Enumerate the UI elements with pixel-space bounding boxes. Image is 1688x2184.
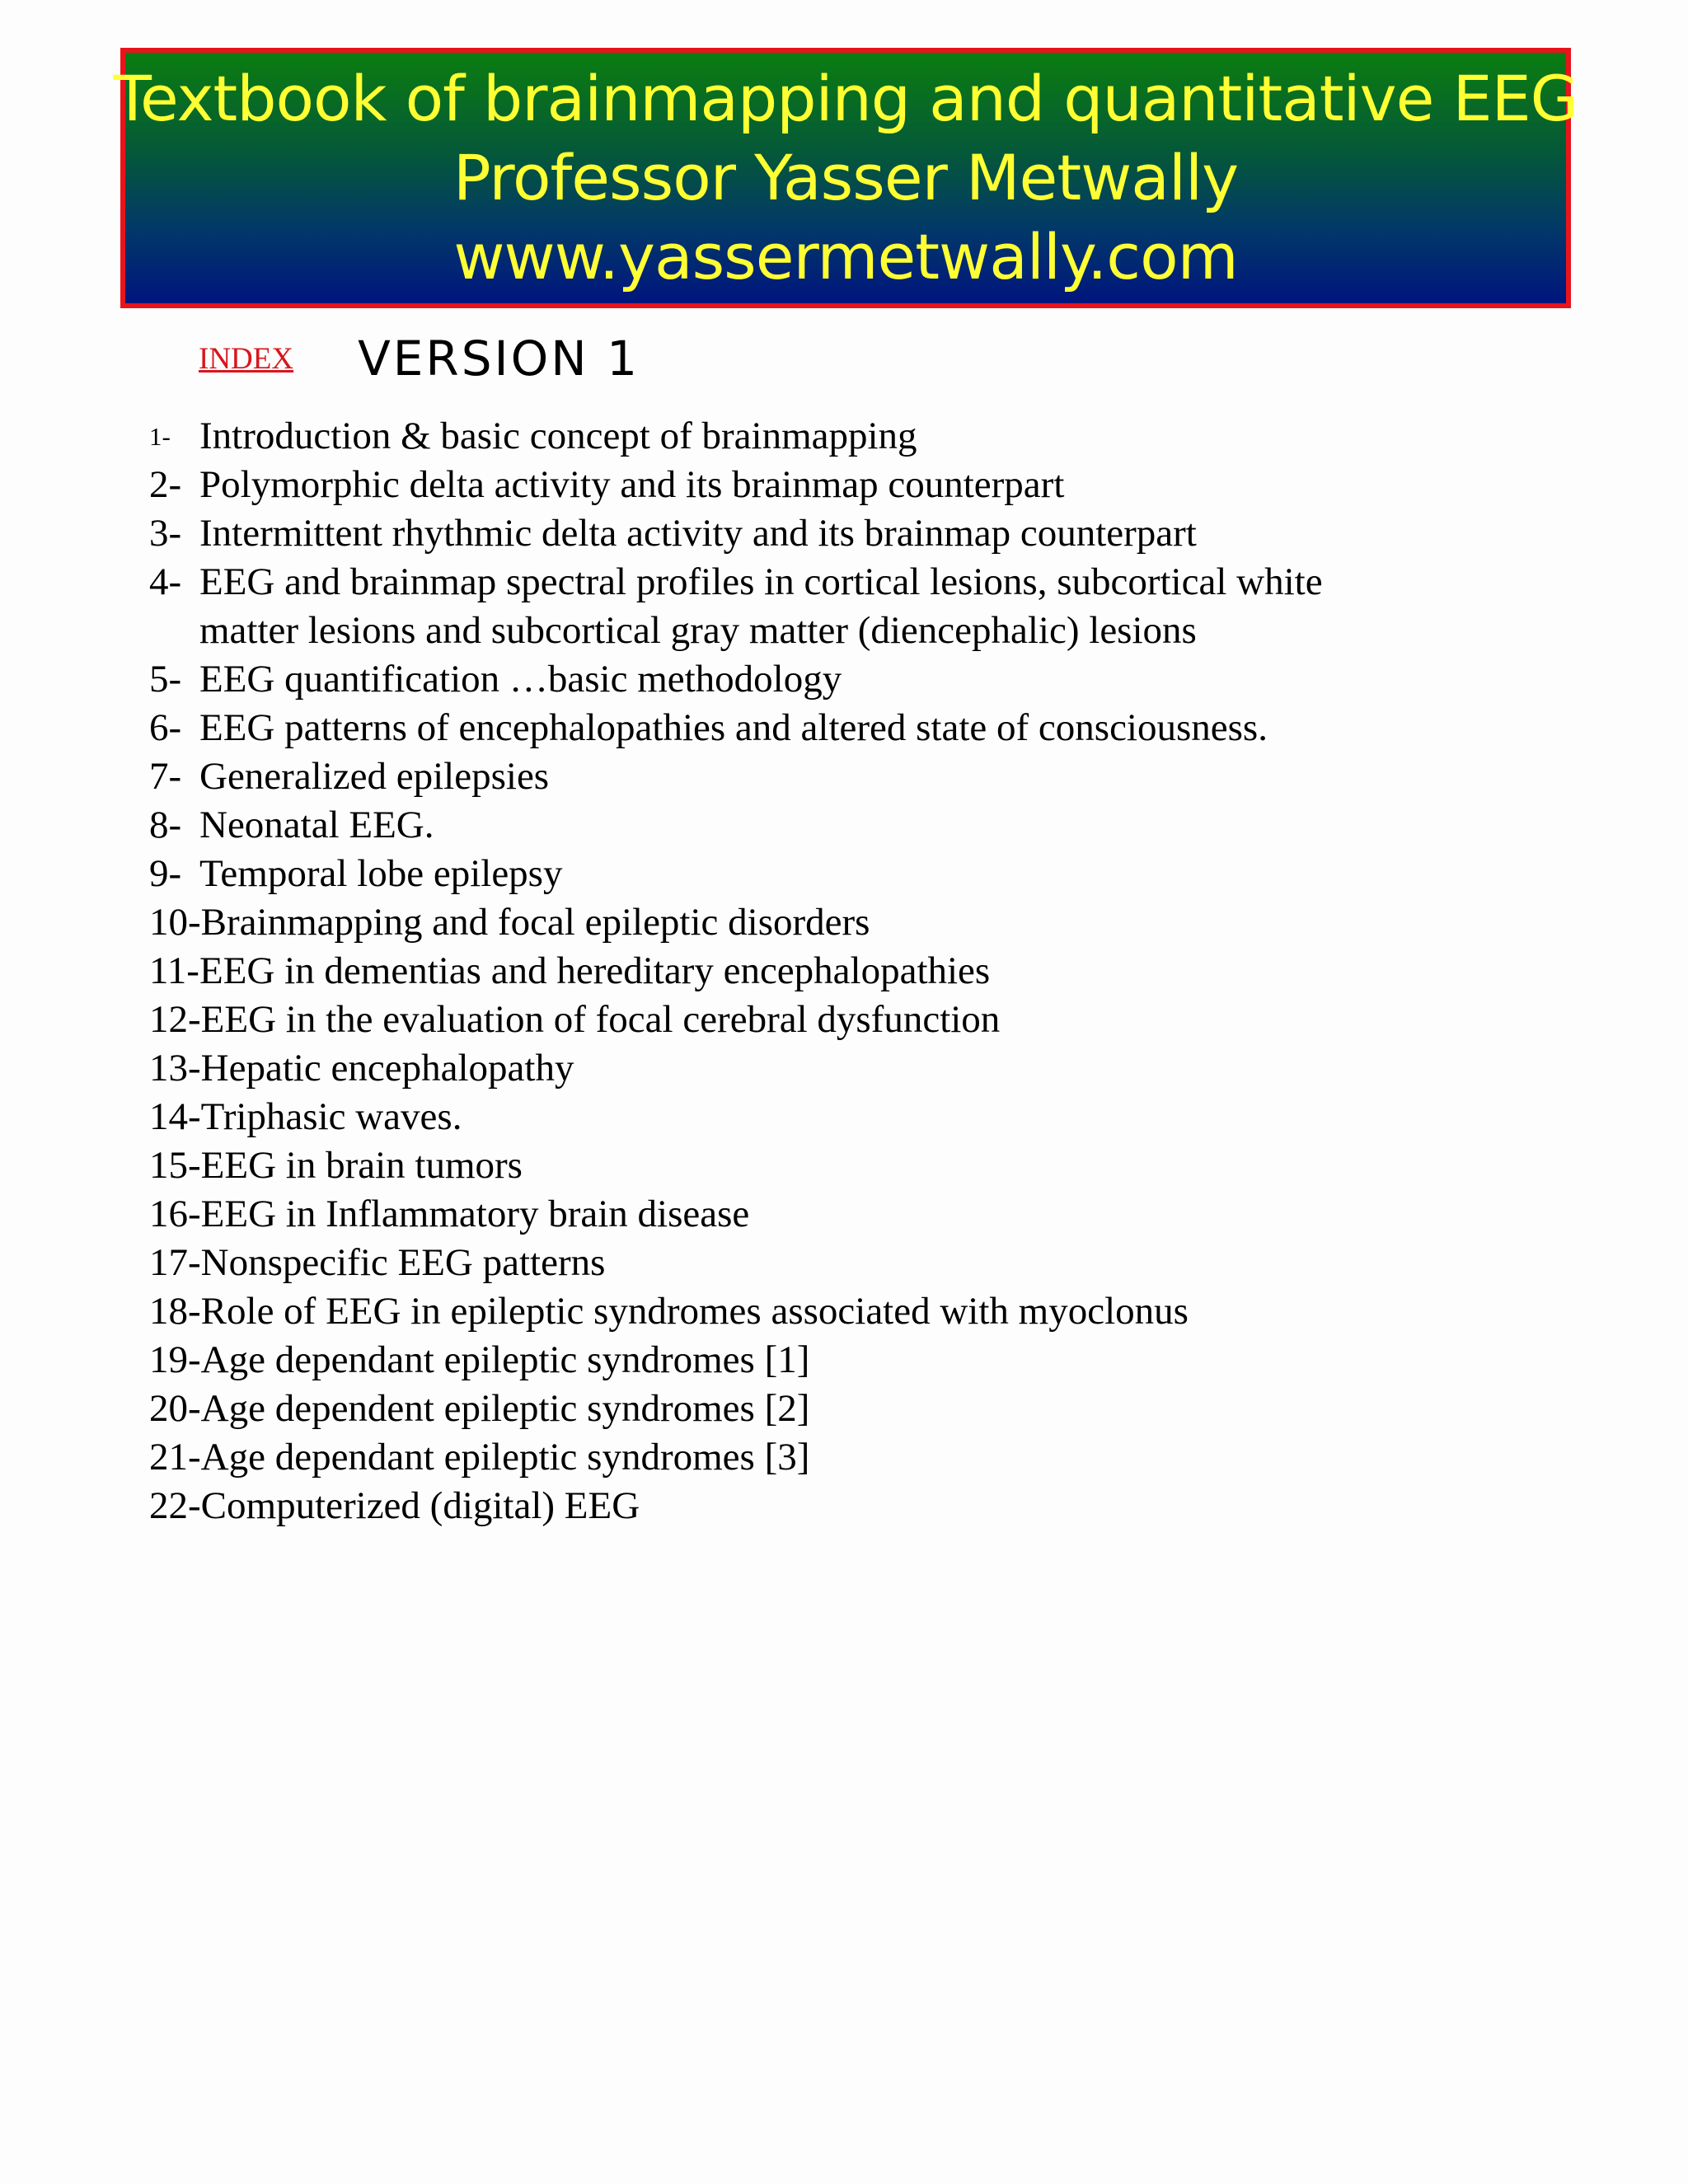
toc-item[interactable]	[149, 850, 1323, 898]
toc-item[interactable]	[149, 1287, 1323, 1336]
toc-item[interactable]	[149, 752, 1323, 801]
toc-item[interactable]	[149, 1385, 1323, 1433]
toc-item-title: Age dependant epileptic syndromes [1]	[200, 1338, 810, 1381]
toc-item-title: EEG and brainmap spectral profiles in cortical lesions, subcortical white	[199, 560, 1323, 603]
toc-item-title: Triphasic waves.	[200, 1095, 462, 1138]
toc-item[interactable]	[149, 655, 1323, 704]
toc-item-title: matter lesions and subcortical gray matter (diencephalic) lesions	[199, 609, 1197, 652]
version-label: VERSION 1	[358, 330, 640, 387]
toc-item-number: 3-	[149, 512, 182, 555]
toc-item[interactable]	[149, 509, 1323, 558]
toc-item-number: 5-	[149, 658, 182, 701]
toc-item[interactable]	[149, 412, 1323, 461]
index-row	[199, 326, 640, 391]
toc-item-title: Neonatal EEG.	[199, 804, 434, 846]
toc-item[interactable]	[149, 1044, 1323, 1093]
toc-item[interactable]	[149, 461, 1323, 509]
toc-item-title: Computerized (digital) EEG	[200, 1484, 640, 1527]
toc-item-number: 12-	[149, 998, 201, 1041]
toc-item[interactable]	[149, 996, 1323, 1044]
toc-item[interactable]	[149, 1336, 1323, 1385]
toc-item-title: Brainmapping and focal epileptic disorders	[200, 901, 870, 944]
toc-item-number: 21-	[149, 1436, 201, 1479]
toc-item-title: Age dependant epileptic syndromes [3]	[200, 1436, 810, 1479]
toc-item-title: Temporal lobe epilepsy	[199, 852, 563, 895]
toc-item[interactable]	[149, 1141, 1323, 1190]
toc-item-number: 17-	[149, 1241, 201, 1284]
toc-item-title: EEG in dementias and hereditary encephalopathies	[199, 949, 991, 992]
toc-item-title: Polymorphic delta activity and its brainmap counterpart	[199, 463, 1065, 506]
toc-item-number: 22-	[149, 1484, 201, 1527]
toc-item-title: Generalized epilepsies	[199, 755, 550, 798]
toc-item[interactable]	[149, 898, 1323, 947]
toc-item[interactable]	[149, 704, 1323, 752]
toc-item-title: EEG quantification …basic methodology	[199, 658, 842, 701]
toc-item-number: 1-	[149, 422, 171, 451]
toc-item[interactable]	[149, 947, 1323, 996]
toc-item-number: 4-	[149, 560, 182, 603]
toc-item-number: 19-	[149, 1338, 201, 1381]
toc-item-title: EEG patterns of encephalopathies and altered state of consciousness.	[199, 706, 1268, 749]
toc-item-title: EEG in brain tumors	[200, 1144, 523, 1187]
toc-item-title: Nonspecific EEG patterns	[200, 1241, 606, 1284]
toc-item-title: EEG in the evaluation of focal cerebral dysfunction	[200, 998, 1001, 1041]
toc-item[interactable]	[149, 1433, 1323, 1482]
toc-item-number: 9-	[149, 852, 182, 895]
toc-item-number: 11-	[149, 949, 199, 992]
toc-item-number: 20-	[149, 1387, 201, 1430]
toc-item[interactable]	[149, 558, 1323, 607]
toc-item-title: EEG in Inflammatory brain disease	[200, 1193, 750, 1235]
toc-item-number: 7-	[149, 755, 182, 798]
toc-item-number: 14-	[149, 1095, 201, 1138]
toc-item-title: Hepatic encephalopathy	[200, 1047, 574, 1090]
table-of-contents	[149, 412, 1323, 1530]
toc-item-number: 13-	[149, 1047, 201, 1090]
toc-item-number: 10-	[149, 901, 201, 944]
toc-item-number	[149, 607, 199, 655]
toc-item-title: Age dependent epileptic syndromes [2]	[200, 1387, 810, 1430]
toc-item-number: 2-	[149, 463, 182, 506]
toc-item-title: Intermittent rhythmic delta activity and its brainmap counterpart	[199, 512, 1197, 555]
title-banner	[113, 48, 1578, 308]
index-link[interactable]: INDEX	[199, 341, 294, 376]
author-name: Professor Yasser Metwally	[452, 141, 1239, 214]
toc-item[interactable]	[149, 1190, 1323, 1239]
book-title: Textbook of brainmapping and quantitative EEG	[113, 62, 1578, 135]
toc-item-title: Introduction & basic concept of brainmapping	[199, 415, 917, 457]
toc-item[interactable]	[149, 1093, 1323, 1141]
toc-item-title: Role of EEG in epileptic syndromes associated with myoclonus	[200, 1290, 1189, 1333]
toc-item-continuation[interactable]	[149, 607, 1323, 655]
toc-item[interactable]	[149, 801, 1323, 850]
toc-item[interactable]	[149, 1239, 1323, 1287]
toc-item-number: 8-	[149, 804, 182, 846]
toc-item-number: 18-	[149, 1290, 201, 1333]
toc-item-number: 6-	[149, 706, 182, 749]
website-url[interactable]: www.yassermetwally.com	[453, 220, 1238, 293]
toc-item-number: 15-	[149, 1144, 201, 1187]
toc-item-number: 16-	[149, 1193, 201, 1235]
toc-item[interactable]	[149, 1482, 1323, 1530]
